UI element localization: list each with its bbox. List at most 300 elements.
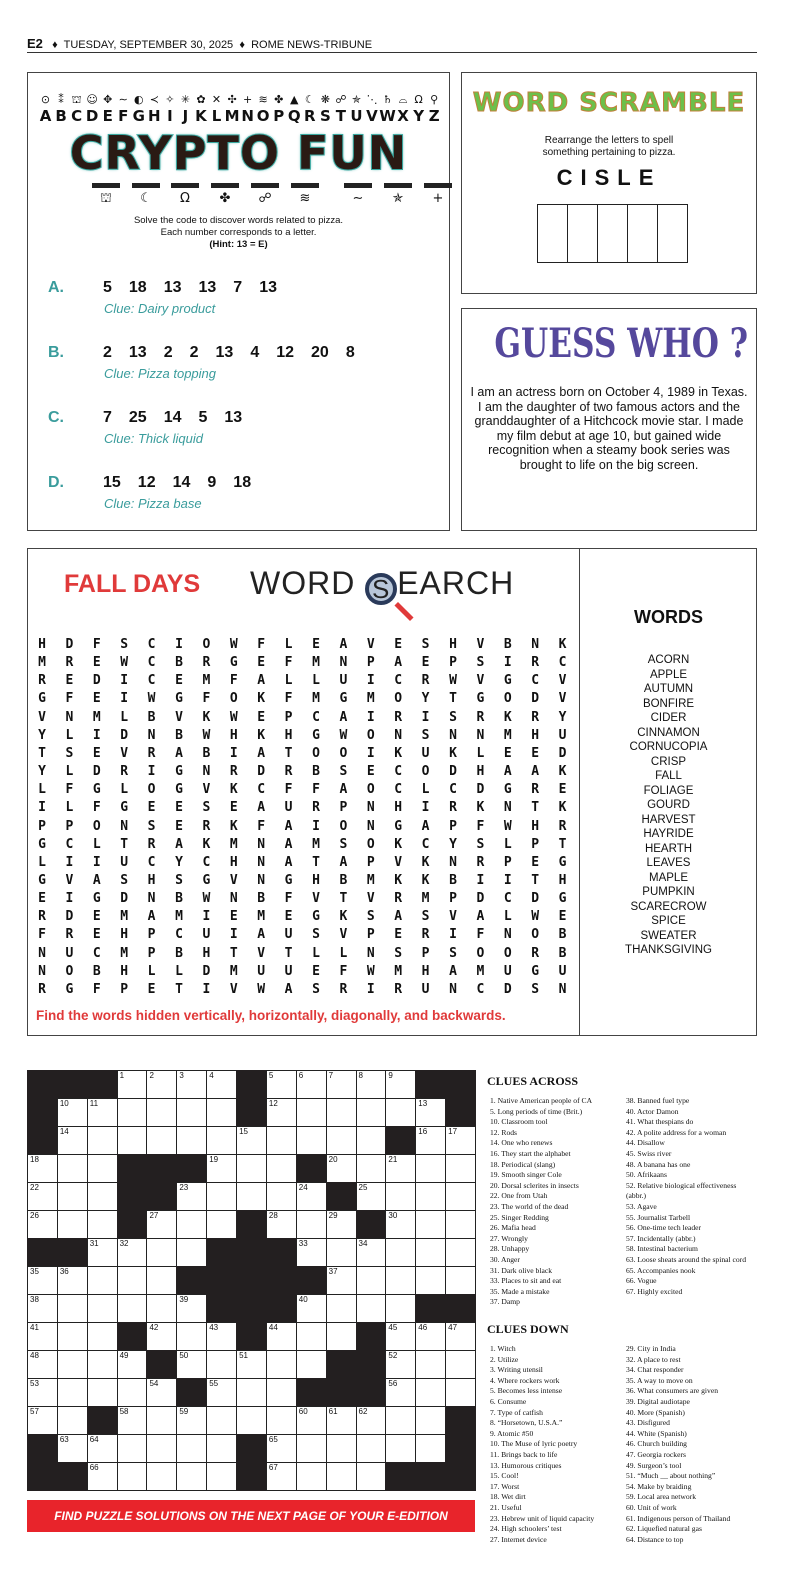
crossword-cell[interactable] [266,1434,297,1463]
crossword-cell[interactable] [146,1238,177,1267]
crossword-cell[interactable] [176,1294,207,1323]
grid-letter: S [421,909,430,925]
grid-letter: C [421,836,430,852]
crossword-cell[interactable] [176,1406,207,1435]
crossword-cell[interactable] [326,1462,357,1491]
crossword-cell[interactable] [415,1266,446,1295]
grid-letter: O [147,782,156,798]
grid-letter: F [38,927,46,943]
black-square [356,1322,387,1351]
crossword-cell[interactable] [176,1182,207,1211]
answer-box[interactable] [657,204,688,263]
crossword-cell[interactable] [415,1126,446,1155]
separator: ♦ [239,39,245,51]
crossword-cell[interactable] [57,1154,88,1183]
grid-letter: H [312,872,320,888]
crossword-cell[interactable] [445,1182,476,1211]
crossword-cell[interactable] [415,1098,446,1127]
grid-letter: A [175,836,183,852]
crossword-cell[interactable] [296,1238,327,1267]
code-number: 18 [233,474,252,491]
crossword-cell[interactable] [445,1126,476,1155]
crossword-cell[interactable] [87,1154,118,1183]
grid-letter: A [257,745,266,761]
crossword-cell[interactable] [206,1462,237,1491]
grid-letter: G [92,891,101,907]
crossword-cell[interactable] [385,1406,416,1435]
crossword-cell[interactable] [206,1350,237,1379]
crossword-cell[interactable] [385,1350,416,1379]
crossword-cell[interactable] [57,1210,88,1239]
across-clue: 50. Afrikaans [626,1170,667,1180]
crossword-cell[interactable] [296,1098,327,1127]
crossword-cell[interactable] [117,1126,148,1155]
cipher-symbol: ♄ [382,93,393,106]
crossword-cell[interactable] [445,1154,476,1183]
grid-letter: Y [175,854,183,870]
crossword-cell[interactable] [87,1126,118,1155]
grid-letter: Y [38,764,46,780]
grid-letter: P [339,800,348,816]
crossword-cell[interactable] [385,1434,416,1463]
crossword-cell[interactable] [206,1098,237,1127]
crossword-cell[interactable] [117,1266,148,1295]
grid-letter: S [449,709,457,725]
crossword-cell[interactable] [236,1154,267,1183]
code-number: 13 [163,279,182,296]
crossword-cell[interactable] [146,1126,177,1155]
grid-letter: W [531,909,540,925]
blank-line [344,183,372,188]
cipher-letter: S [319,107,331,125]
clue-number: 3 [179,1071,184,1080]
grid-letter: L [503,836,512,852]
crossword-cell[interactable] [146,1098,177,1127]
black-square [27,1434,58,1463]
grid-letter: R [531,655,540,671]
crossword-cell[interactable] [266,1406,297,1435]
title-letter-slot [211,183,239,206]
crossword-cell[interactable] [385,1154,416,1183]
grid-letter: N [257,872,266,888]
crossword-cell[interactable] [57,1322,88,1351]
clue-number: 47 [448,1323,458,1332]
answer-box[interactable] [627,204,658,263]
crossword-cell[interactable] [176,1350,207,1379]
crossword-cell[interactable] [27,1378,58,1407]
crossword-cell[interactable] [206,1126,237,1155]
crossword-cell[interactable] [296,1462,327,1491]
crossword-cell[interactable] [176,1210,207,1239]
grid-letter: A [339,782,348,798]
clue-number: 9 [388,1071,393,1080]
crossword-cell[interactable] [326,1434,357,1463]
across-clue: 23. The world of the dead [490,1201,569,1211]
crossword-cell[interactable] [326,1070,357,1099]
across-clue: (abbr.) [626,1191,647,1201]
crossword-cell[interactable] [206,1406,237,1435]
crossword-cell[interactable] [266,1210,297,1239]
down-clue: 17. Worst [490,1481,520,1491]
crossword-cell[interactable] [296,1434,327,1463]
grid-letter: N [120,818,129,834]
crossword-cell[interactable] [445,1238,476,1267]
black-square [27,1462,58,1491]
grid-letter: S [421,637,430,652]
grid-letter: H [421,963,430,979]
crossword-cell[interactable] [206,1378,237,1407]
grid-letter: R [38,981,46,997]
black-square [266,1294,297,1323]
title-letter-slot [171,183,199,206]
crossword-cell[interactable] [356,1126,387,1155]
crossword-cell[interactable] [27,1154,58,1183]
crossword-cell[interactable] [266,1154,297,1183]
clue-number: 7 [328,1071,334,1080]
crossword-cell[interactable] [326,1294,357,1323]
word-list-item: ACORN [647,654,690,666]
crossword-cell[interactable] [57,1266,88,1295]
grid-letter: W [147,691,156,707]
grid-letter: L [38,782,46,798]
cipher-letter: J [182,107,189,125]
grid-letter: G [531,963,540,979]
crossword-cell[interactable] [87,1350,118,1379]
grid-letter: N [531,637,540,652]
crossword-cell[interactable] [415,1434,446,1463]
grid-letter: U [284,963,293,979]
grid-letter: K [339,909,348,925]
crossword-cell[interactable] [57,1434,88,1463]
crossword-cell[interactable] [415,1350,446,1379]
grid-letter: P [366,655,375,671]
cipher-symbol: + [432,191,444,206]
grid-letter: M [312,691,320,707]
grid-letter: A [476,909,485,925]
crossword-cell[interactable] [57,1350,88,1379]
crossword-cell[interactable] [146,1406,177,1435]
crossword-cell[interactable] [176,1462,207,1491]
crossword-cell[interactable] [445,1322,476,1351]
crossword-cell[interactable] [326,1266,357,1295]
crossword-cell[interactable] [87,1266,118,1295]
crossword-cell[interactable] [415,1378,446,1407]
grid-letter: G [65,981,74,997]
crossword-cell[interactable] [27,1406,58,1435]
crossword-cell[interactable] [266,1378,297,1407]
crossword-cell[interactable] [117,1378,148,1407]
grid-letter: V [65,872,74,888]
crossword-cell[interactable] [356,1070,387,1099]
cipher-symbol: ❋ [320,93,330,106]
crossword-cell[interactable] [356,1294,387,1323]
word-search-title [250,563,514,605]
crossword-cell[interactable] [87,1462,118,1491]
answer-box[interactable] [597,204,628,263]
crossword-cell[interactable] [117,1294,148,1323]
down-clue: 36. What consumers are given [626,1386,719,1396]
grid-letter: U [284,927,293,943]
crossword-cell[interactable] [176,1238,207,1267]
crossword-cell[interactable] [176,1098,207,1127]
crossword-cell[interactable] [326,1154,357,1183]
crossword-cell[interactable] [266,1350,297,1379]
crossword-cell[interactable] [266,1070,297,1099]
grid-letter: A [503,764,512,780]
cipher-symbol: Ω [414,93,423,106]
page-number: E2 [27,36,43,51]
crossword-cell[interactable] [415,1238,446,1267]
crossword-cell[interactable] [356,1182,387,1211]
crossword-cell[interactable] [415,1154,446,1183]
instruction-line: Each number corresponds to a letter. [160,227,317,238]
crossword-cell[interactable] [445,1266,476,1295]
cipher-symbol: ✣ [227,93,237,106]
grid-letter: Y [38,727,46,743]
crossword-cell[interactable] [356,1406,387,1435]
grid-letter: M [120,909,129,925]
crossword-cell[interactable] [146,1322,177,1351]
grid-letter: O [394,691,403,707]
crossword-cell[interactable] [87,1238,118,1267]
crossword-cell[interactable] [445,1210,476,1239]
black-square [445,1294,476,1323]
black-square [27,1070,58,1099]
grid-letter: C [558,655,567,671]
crossword-cell[interactable] [296,1350,327,1379]
black-square [356,1210,387,1239]
crossword-cell[interactable] [57,1126,88,1155]
crossword-cell[interactable] [206,1182,237,1211]
down-clue: 4. Where rockers work [490,1375,560,1385]
crossword-cell[interactable] [415,1210,446,1239]
crossword-cell[interactable] [176,1322,207,1351]
crossword-cell[interactable] [206,1322,237,1351]
crossword-cell[interactable] [57,1406,88,1435]
crossword-cell[interactable] [326,1098,357,1127]
crossword-cell[interactable] [296,1294,327,1323]
cipher-symbol: ⌓ [398,93,408,106]
crossword-cell[interactable] [146,1294,177,1323]
across-clue: 35. Made a mistake [490,1286,550,1296]
crossword-cell[interactable] [236,1378,267,1407]
crossword-cell[interactable] [57,1378,88,1407]
crossword-cell[interactable] [236,1126,267,1155]
crossword-cell[interactable] [117,1462,148,1491]
crossword-cell[interactable] [117,1070,148,1099]
crossword-cell[interactable] [385,1098,416,1127]
crossword-cell[interactable] [236,1350,267,1379]
problem-label: C. [48,409,64,426]
crossword-cell[interactable] [356,1266,387,1295]
crossword-cell[interactable] [415,1182,446,1211]
crossword-cell[interactable] [27,1266,58,1295]
cipher-symbol: ☍ [335,93,347,106]
crossword-cell[interactable] [266,1098,297,1127]
crossword-cell[interactable] [445,1378,476,1407]
crossword-cell[interactable] [326,1210,357,1239]
cipher-symbol: ✤ [219,191,231,206]
cipher-symbol: ✕ [211,93,222,106]
crossword-cell[interactable] [206,1434,237,1463]
crossword-cell[interactable] [117,1098,148,1127]
crossword-cell[interactable] [296,1210,327,1239]
blank-line [424,183,452,188]
crossword-cell[interactable] [117,1350,148,1379]
crossword-cell[interactable] [87,1182,118,1211]
grid-letter: V [229,872,238,888]
crossword-cell[interactable] [146,1462,177,1491]
grid-letter: T [175,981,183,997]
crossword-cell[interactable] [266,1322,297,1351]
crossword-cell[interactable] [326,1406,357,1435]
crossword-cell[interactable] [385,1378,416,1407]
grid-letter: E [394,927,403,943]
black-square [236,1210,267,1239]
crossword-cell[interactable] [206,1210,237,1239]
crossword-cell[interactable] [326,1238,357,1267]
crossword-cell[interactable] [146,1434,177,1463]
crossword-cell[interactable] [176,1070,207,1099]
clue-number: 4 [209,1071,214,1080]
grid-letter: A [339,709,348,725]
across-clue: 37. Damp [490,1297,520,1307]
crossword-cell[interactable] [27,1182,58,1211]
crossword-cell[interactable] [266,1126,297,1155]
crossword-cell[interactable] [356,1098,387,1127]
crossword-cell[interactable] [385,1182,416,1211]
grid-letter: C [531,673,540,689]
grid-letter: E [175,800,183,816]
clue-number: 44 [268,1323,278,1332]
crossword-cell[interactable] [176,1434,207,1463]
grid-letter: E [531,745,540,761]
word-list-item: SCARECROW [630,900,707,913]
grid-letter: I [421,709,430,725]
black-square [236,1434,267,1463]
crossword-cell[interactable] [146,1210,177,1239]
crossword-grid [27,1070,475,1490]
crossword-cell[interactable] [146,1070,177,1099]
across-clue: 1. Native American people of CA [490,1096,593,1105]
crossword-cell[interactable] [87,1434,118,1463]
crossword-cell[interactable] [57,1294,88,1323]
crossword-cell[interactable] [236,1182,267,1211]
grid-letter: S [421,727,430,743]
crossword-cell[interactable] [87,1210,118,1239]
crossword-cell[interactable] [445,1350,476,1379]
grid-letter: M [503,727,512,743]
cipher-symbol: ⚲ [430,93,439,106]
crossword-cell[interactable] [385,1266,416,1295]
black-square [57,1462,88,1491]
crossword-cell[interactable] [87,1098,118,1127]
crossword-cell[interactable] [326,1126,357,1155]
crossword-cell[interactable] [146,1266,177,1295]
black-square [117,1154,148,1183]
crossword-cell[interactable] [296,1322,327,1351]
clue-number: 35 [30,1267,39,1276]
grid-letter: E [92,655,101,671]
crossword-cell[interactable] [385,1294,416,1323]
crossword-cell[interactable] [27,1210,58,1239]
grid-letter: Y [421,691,430,707]
crossword-cell[interactable] [415,1406,446,1435]
crossword-cell[interactable] [356,1462,387,1491]
grid-letter: M [366,691,375,707]
crossword-cell[interactable] [266,1182,297,1211]
crossword-cell[interactable] [57,1182,88,1211]
crossword-cell[interactable] [146,1378,177,1407]
cipher-pair [54,93,69,125]
code-number: 13 [224,409,243,426]
clue-number: 31 [89,1239,99,1248]
crossword-cell[interactable] [176,1126,207,1155]
across-clue: 41. What thespians do [626,1117,694,1127]
crossword-cell[interactable] [326,1322,357,1351]
crossword-cell[interactable] [87,1378,118,1407]
crossword-cell[interactable] [87,1294,118,1323]
grid-letter: V [38,709,46,725]
crossword-cell[interactable] [117,1434,148,1463]
black-square [117,1182,148,1211]
crossword-cell[interactable] [27,1350,58,1379]
grid-letter: O [421,764,430,780]
crossword-cell[interactable] [236,1406,267,1435]
grid-letter: W [503,818,512,834]
down-clue: 3. Writing utensil [490,1365,543,1375]
crossword-cell[interactable] [266,1462,297,1491]
crossword-cell[interactable] [27,1322,58,1351]
grid-letter: H [531,727,540,743]
crossword-cell[interactable] [117,1238,148,1267]
clue-number: 46 [418,1323,428,1332]
crossword-cell[interactable] [385,1070,416,1099]
crossword-cell[interactable] [356,1154,387,1183]
crossword-cell[interactable] [87,1322,118,1351]
answer-box[interactable] [567,204,598,263]
crossword-cell[interactable] [57,1098,88,1127]
cipher-symbol: ∼ [352,191,364,206]
crossword-cell[interactable] [385,1322,416,1351]
grid-letter: A [394,655,403,671]
crossword-cell[interactable] [206,1154,237,1183]
crossword-cell[interactable] [415,1322,446,1351]
grid-letter: G [229,655,238,671]
grid-letter: B [503,637,512,652]
crossword-cell[interactable] [296,1406,327,1435]
crossword-cell[interactable] [296,1126,327,1155]
crossword-cell[interactable] [296,1070,327,1099]
crossword-cell[interactable] [296,1182,327,1211]
grid-letter: V [229,981,238,997]
crossword-cell[interactable] [385,1238,416,1267]
crossword-cell[interactable] [385,1210,416,1239]
grid-letter: E [558,909,567,925]
grid-letter: P [503,854,512,870]
crossword-cell[interactable] [356,1238,387,1267]
clue-number: 40 [298,1295,308,1304]
grid-letter: O [366,836,375,852]
grid-letter: N [147,727,156,743]
crossword-cell[interactable] [27,1294,58,1323]
answer-box[interactable] [537,204,568,263]
across-clue: 25. Singer Redding [490,1212,549,1222]
crossword-cell[interactable] [117,1406,148,1435]
crossword-cell[interactable] [356,1434,387,1463]
across-clue: 18. Periodical (slang) [490,1159,556,1169]
crossword-cell[interactable] [206,1070,237,1099]
